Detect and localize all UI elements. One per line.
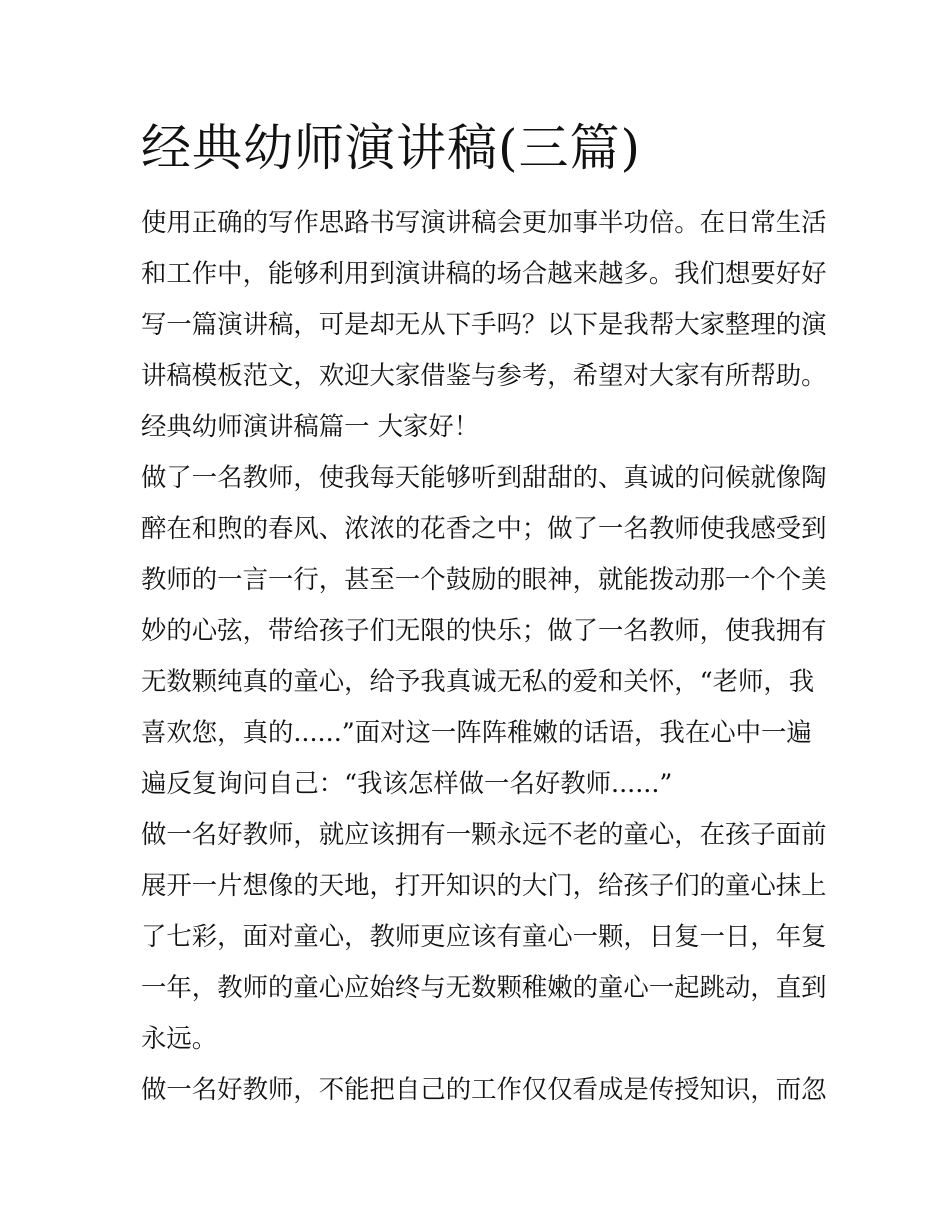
body-line: 遍反复询问自己：“我该怎样做一名好教师......” <box>141 768 673 798</box>
body-line: 醉在和煦的春风、浓浓的花香之中；做了一名教师使我感受到 <box>141 513 827 543</box>
body-line: 做一名好教师，不能把自己的工作仅仅看成是传授知识，而忽 <box>141 1074 827 1104</box>
body-line: 做一名好教师，就应该拥有一颗永远不老的童心，在孩子面前 <box>141 819 827 849</box>
body-line: 展开一片想像的天地，打开知识的大门，给孩子们的童心抹上 <box>141 870 827 900</box>
body-line: 教师的一言一行，甚至一个鼓励的眼神，就能拨动那一个个美 <box>141 564 827 594</box>
body-line: 永远。 <box>141 1023 218 1053</box>
section-heading: 经典幼师演讲稿篇一 大家好！ <box>141 411 480 441</box>
body-line: 妙的心弦，带给孩子们无限的快乐；做了一名教师，使我拥有 <box>141 615 827 645</box>
body-line: 无数颗纯真的童心，给予我真诚无私的爱和关怀，“老师，我 <box>141 666 815 696</box>
document-title: 经典幼师演讲稿(三篇) <box>141 119 642 177</box>
body-line: 一年，教师的童心应始终与无数颗稚嫩的童心一起跳动，直到 <box>141 972 827 1002</box>
body-line: 做了一名教师，使我每天能够听到甜甜的、真诚的问候就像陶 <box>141 462 827 492</box>
body-line: 喜欢您，真的......”面对这一阵阵稚嫩的话语，我在心中一遍 <box>141 717 812 747</box>
body-line: 了七彩，面对童心，教师更应该有童心一颗，日复一日，年复 <box>141 921 827 951</box>
body-line: 和工作中，能够利用到演讲稿的场合越来越多。我们想要好好 <box>141 258 827 288</box>
body-line: 讲稿模板范文，欢迎大家借鉴与参考，希望对大家有所帮助。 <box>141 360 827 390</box>
body-line: 使用正确的写作思路书写演讲稿会更加事半功倍。在日常生活 <box>141 207 827 237</box>
body-line: 写一篇演讲稿，可是却无从下手吗？以下是我帮大家整理的演 <box>141 309 827 339</box>
